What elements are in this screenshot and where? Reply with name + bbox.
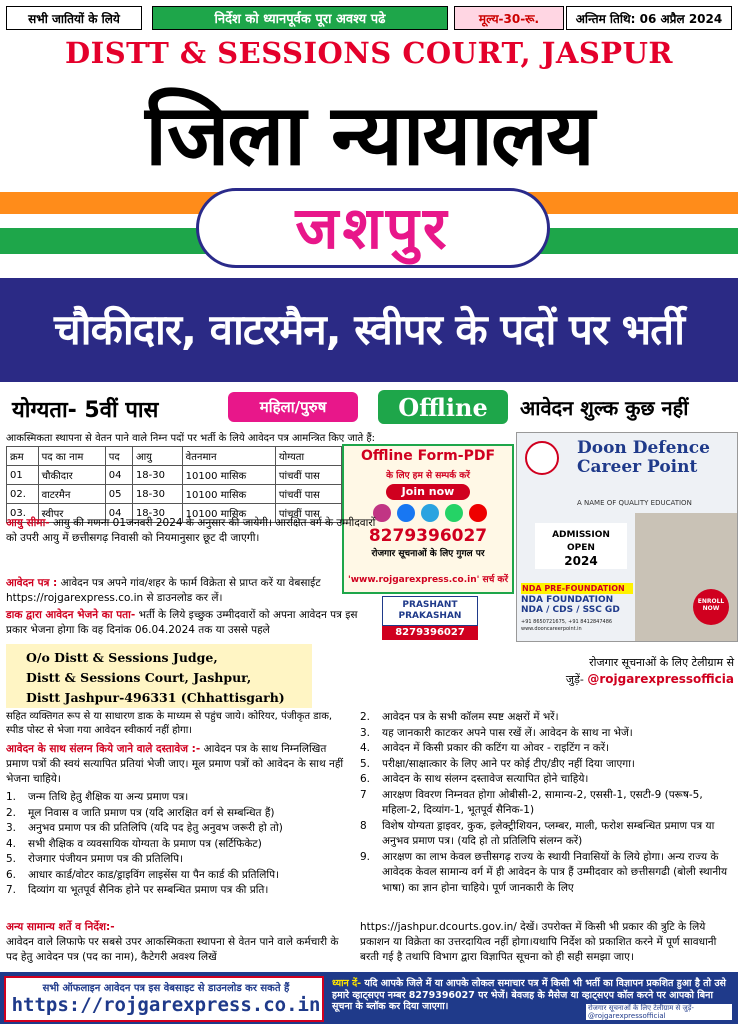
other-label: अन्य सामान्य शर्ते व निर्देश:- — [6, 921, 115, 933]
list-item — [6, 852, 352, 868]
instruction-banner: निर्देश को ध्यानपूर्वक पूरा अवश्य पढे — [152, 6, 448, 30]
table-header-row — [7, 447, 342, 466]
apply-info — [6, 576, 378, 606]
telegram-promo — [560, 654, 734, 688]
item-text: आधार कार्ड/वोटर काड/ड्राइविंग लाइसेंस या पैन कार्ड की प्रतिलिपि। — [28, 868, 280, 881]
table-cell: 04 — [105, 466, 132, 485]
table-cell: पांचवीं पास — [275, 504, 341, 523]
item-number: 1. — [6, 791, 17, 803]
table-header: पद — [105, 447, 132, 466]
age-label: आयु सीमा- — [6, 517, 50, 529]
documents-label: आवेदन के साथ संलग्न किये जाने वाले दस्तावेज :- — [6, 743, 201, 755]
doon-name: Doon Defence Career Point — [577, 438, 710, 477]
item-text: आवेदन पत्र के सभी कॉलम स्पष्ट अक्षरों में भरें। — [382, 711, 559, 723]
telegram-icon[interactable] — [421, 504, 439, 522]
last-date-badge: अन्तिम तिथि: 06 अप्रैल 2024 — [566, 6, 732, 30]
item-number: 6. — [360, 773, 371, 785]
ad-note: रोजगार सूचनाओं के लिए गुगल पर — [371, 549, 485, 559]
table-cell: 02. — [7, 485, 39, 504]
address-line1: O/o Distt & Sessions Judge, — [26, 650, 218, 665]
table-cell: 10100 मासिक — [182, 466, 275, 485]
list-item — [360, 850, 732, 897]
admission-line1: ADMISSION — [552, 530, 610, 540]
documents-section — [6, 742, 352, 787]
telegram-join: जुड़ें- — [565, 673, 584, 686]
ad-title: Offline Form-PDF — [360, 448, 496, 464]
list-item — [6, 790, 352, 806]
court-name-heading: DISTT & SESSIONS COURT, JASPUR — [65, 36, 673, 70]
documents-text: आवेदन पत्र के साथ निम्नलिखित प्रमाण पत्रों की स्वयं सत्यापित प्रतियां भेजी जाए। मूल प्रमाण पत्रों को आवेदन के साथ नहीं भेजना चाहिये। — [6, 743, 344, 785]
admission-badge — [535, 523, 627, 569]
table-cell: 01 — [7, 466, 39, 485]
qualification-label: योग्यता- 5वीं पास — [12, 398, 159, 423]
ad-subtitle: के लिए हम से सम्पर्क करें — [386, 471, 470, 481]
building-image — [635, 513, 738, 642]
item-text: परीक्षा/साक्षात्कार के लिए आने पर कोई टीए/डीए नहीं दिया जाएगा। — [382, 757, 635, 770]
item-number: 6. — [6, 868, 17, 881]
list-item — [360, 741, 732, 757]
list-item — [6, 868, 352, 884]
ad-phone: 8279396027 — [368, 526, 488, 546]
item-text: मूल निवास व जाति प्रमाण पत्र (यदि आरक्षित वर्ग से सम्बन्धित हैं) — [28, 806, 275, 819]
list-item — [360, 772, 732, 788]
item-number: 3. — [360, 726, 371, 739]
list-item — [6, 806, 352, 822]
other-conditions — [6, 920, 352, 965]
item-number: 5. — [360, 757, 371, 770]
table-cell: पांचवीं पास — [275, 466, 341, 485]
item-text: यह जानकारी काटकर अपने पास रखें लें। आवेदन के साथ ना भेजें। — [382, 726, 633, 739]
notice-label: ध्यान दें- — [332, 978, 362, 989]
item-text: सभी शैक्षिक व व्यवसायिक योग्यता के प्रमाण पत्र (सर्टिफिकेट) — [28, 837, 262, 850]
pp-phone: 8279396027 — [382, 626, 478, 640]
table-cell: 18-30 — [132, 485, 182, 504]
item-number: 5. — [6, 853, 17, 865]
table-row — [7, 485, 342, 504]
nda-pre-foundation: NDA PRE-FOUNDATION — [521, 583, 633, 594]
item-text: रोजगार पंजीयन प्रमाण पत्र की प्रतिलिपि। — [28, 853, 184, 865]
doon-contact: +91 8650721675, +91 8412847486 www.dooncareerpoint.in — [521, 619, 613, 632]
other-text: आवेदन वाले लिफाफे पर सबसे उपर आकस्मिकता स्थापना से वेतन पाने वाले कर्मचारी के पद हेतु आवेदन पत्र (पद का नाम), कैटेगरी अवश्य लिखें — [6, 936, 339, 963]
table-cell: वाटरमैन — [38, 485, 105, 504]
postal-text: भर्ती के लिये इच्छुक उम्मीदवारों को अपना आवेदन पत्र इस प्रकार भेजना होगा कि वह दिनांक 06.04.2024 तक या उससे पहले — [6, 609, 358, 636]
telegram-line1: रोजगार सूचनाओं के लिए टेलीग्राम से — [589, 656, 734, 669]
postal-address — [6, 644, 312, 708]
post-text: सहित व्यक्तिगत रूप से या साधारण डाक के माध्यम से पहुंच जाये। कोरियर, पंजीकृत डाक, स्पीड पोस्ट से भेजा गया आवेदन स्वीकार्य नहीं होगा। — [6, 711, 333, 736]
list-item — [360, 819, 732, 850]
doon-tagline: A NAME OF QUALITY EDUCATION — [577, 499, 692, 507]
item-number: 8 — [360, 819, 367, 832]
ad-url: 'www.rojgarexpress.co.in' सर्च करें — [347, 575, 509, 585]
item-text: आरक्षण का लाभ केवल छत्तीसगढ़ राज्य के स्थायी निवासियों के लिये होगा। अन्य राज्य के आवेदक केवल सामान्य वर्ग में ही आवेदन के पात्र हैं उम्मीदवार को छत्तीसगढी (बोली स्थानीय भाषा) का ज्ञान होना चाहिये। पूर्ण जानकारी के लिए — [382, 850, 728, 894]
item-text: आवेदन में किसी प्रकार की कटिंग या ओवर - राइटिंग न करें। — [382, 742, 610, 754]
intro-text: आकस्मिकता स्थापना से वेतन पाने वाले निम्न पदों पर भर्ती के लिये आवेदन पत्र आमन्त्रित किए जाते हैं: — [6, 433, 376, 444]
list-item — [6, 883, 352, 899]
list-item — [360, 788, 732, 819]
postal-label: डाक द्वारा आवेदन भेजने का पता- — [6, 609, 136, 621]
documents-list — [6, 790, 352, 899]
table-header: पद का नाम — [38, 447, 105, 466]
table-header: योग्यता — [275, 447, 341, 466]
item-text: दिव्यांग या भूतपूर्व सैनिक होने पर सम्बन्धित प्रमाण पत्र की प्रति। — [28, 884, 269, 896]
age-text: आयु की गणना 01जनवरी 2024 के अनुसार की जायेगी। आरक्षित वर्ग के उम्मीदवारों को उपरी आयु में छत्तीसगढ़ निवासी को नियमानुसार छूट दी जाएगी। — [6, 517, 376, 544]
doon-defence-ad — [516, 432, 738, 642]
table-header: क्रम — [7, 447, 39, 466]
table-row — [7, 466, 342, 485]
apply-label: आवेदन पत्र : — [6, 577, 58, 589]
item-text: अनुभव प्रमाण पत्र की प्रतिलिपि (यदि पद हेतु अनुवभ जरूरी हो तो) — [28, 822, 283, 834]
youtube-icon[interactable] — [469, 504, 487, 522]
item-number: 4. — [6, 837, 17, 850]
table-header: आयु — [132, 447, 182, 466]
admission-line2: OPEN — [567, 543, 595, 553]
vacancy-table — [6, 446, 342, 523]
table-cell: स्वीपर — [38, 504, 105, 523]
gender-badge: महिला/पुरुष — [228, 392, 358, 422]
age-limit — [6, 516, 378, 546]
whatsapp-icon[interactable] — [445, 504, 463, 522]
table-cell: चौकीदार — [38, 466, 105, 485]
notice-text: यदि आपके जिले में या आपके लोकल समाचार पत्र में किसी भी भर्ती का विज्ञापन प्रकशित हुआ है तो उसे हमारे व्हाट्सएप नम्बर 8279396027 पर भेजें। बेवजह के मैसेज या व्हाट्सएप कॉल करने पर आपको बिना सूचना के ब्लॉक कर दिया जाएगा। — [332, 978, 726, 1012]
footer-download-box — [4, 976, 324, 1022]
footer-download-text: सभी ऑफलाइन आवेदन पत्र इस वेबसाइट से डाउनलोड कर सकते हैं — [42, 983, 290, 994]
address-line3: Distt Jashpur-496331 (Chhattisgarh) — [26, 690, 285, 705]
fee-label: आवेदन शुल्क कुछ नहीं — [520, 396, 689, 420]
enroll-now-button[interactable]: ENROLL NOW — [693, 589, 729, 625]
table-cell: 18-30 — [132, 466, 182, 485]
item-text: आरक्षण विवरण निम्नवत होगा ओबीसी-2, सामान्य-2, एससी-1, एसटी-9 (परूष-5, महिला-2, दिव्यांग-1, भूतपूर्व सैनिक-1) — [382, 788, 703, 816]
table-cell: 18-30 — [132, 504, 182, 523]
list-item — [6, 821, 352, 837]
item-number: 7. — [6, 884, 17, 896]
table-cell: 10100 मासिक — [182, 485, 275, 504]
item-number: 9. — [360, 850, 371, 863]
telegram-handle[interactable]: @rojgarexpressofficia — [587, 672, 734, 686]
list-item — [360, 757, 732, 773]
item-number: 4. — [360, 742, 371, 754]
nda-courses — [521, 595, 633, 615]
district-court-heading: जिला न्यायालय — [145, 86, 593, 184]
item-number: 7 — [360, 788, 367, 801]
table-cell: 05 — [105, 485, 132, 504]
list-item — [6, 837, 352, 853]
footer-telegram[interactable]: रोजगार सूचनाओं के लिए टेलीग्राम से जुड़ें- @rojgarexpressofficial — [586, 1004, 732, 1020]
item-text: विशेष योग्यता ड्राइवर, कुक, इलेक्ट्रीशियन, प्लम्बर, माली, फरोश सम्बन्धित प्रमाण पत्र या अनुभव प्रमाण पत्र। (यदि हो तो प्रतिलिपि संलग्न करें) — [382, 819, 715, 847]
facebook-icon[interactable] — [397, 504, 415, 522]
nda-foundation: NDA FOUNDATION — [521, 595, 614, 605]
table-cell: पांचवीं पास — [275, 485, 341, 504]
disclaimer-text: https://jashpur.dcourts.gov.in/ देखें। उपरोक्त में किसी भी प्रकार की त्रुटि के लिये प्रकाशन या विक्रेता का उत्तरदायित्व नहीं होगा।यथापि निर्देश को प्रकाशित करने में पूर्ण सावधानी बरती गई है तथापि विभाग द्वारा विज्ञापित सूचना को ही सही समझा जाए। — [360, 921, 717, 963]
posts-banner: चौकीदार, वाटरमैन, स्वीपर के पदों पर भर्ती — [0, 278, 738, 382]
address-line2: Distt & Sessions Court, Jashpur, — [26, 670, 252, 685]
admission-year: 2024 — [564, 554, 598, 568]
item-number: 2. — [6, 806, 17, 819]
doon-logo-icon — [525, 441, 559, 475]
postal-info — [6, 608, 378, 638]
footer-website-link[interactable]: https://rojgarexpress.co.in — [11, 994, 321, 1016]
table-cell: 04 — [105, 504, 132, 523]
item-number: 2. — [360, 711, 371, 723]
list-item — [360, 710, 732, 726]
mode-badge: Offline — [378, 390, 508, 424]
item-text: आवेदन के साथ संलग्न दस्तावेज सत्यापित होने चाहिये। — [382, 773, 589, 785]
price-badge: मूल्य-30-रू. — [454, 6, 564, 30]
join-now-button[interactable]: Join now — [386, 484, 470, 500]
social-icons — [370, 504, 490, 524]
city-heading: जशपुर — [196, 188, 550, 268]
apply-text: आवेदन पत्र अपने गांव/शहर के फार्म विक्रेता से प्राप्त करें या वेबसाईट https://rojgarexpress.co.in से डाउनलोड कर लें। — [6, 577, 321, 604]
table-header: वेतनमान — [182, 447, 275, 466]
item-text: जन्म तिथि हेतु शैक्षिक या अन्य प्रमाण पत्र। — [28, 791, 189, 803]
all-castes-label: सभी जातियों के लिये — [6, 6, 142, 30]
list-item — [360, 726, 732, 742]
pp-logo-text: PRASHANT PRAKASHAN — [382, 596, 478, 626]
conditions-list — [360, 710, 732, 896]
item-number: 3. — [6, 822, 17, 834]
prashant-prakashan-logo — [382, 596, 478, 640]
table-cell: 10100 मासिक — [182, 504, 275, 523]
nda-cds-ssc: NDA / CDS / SSC GD — [521, 605, 620, 615]
table-cell: 03. — [7, 504, 39, 523]
